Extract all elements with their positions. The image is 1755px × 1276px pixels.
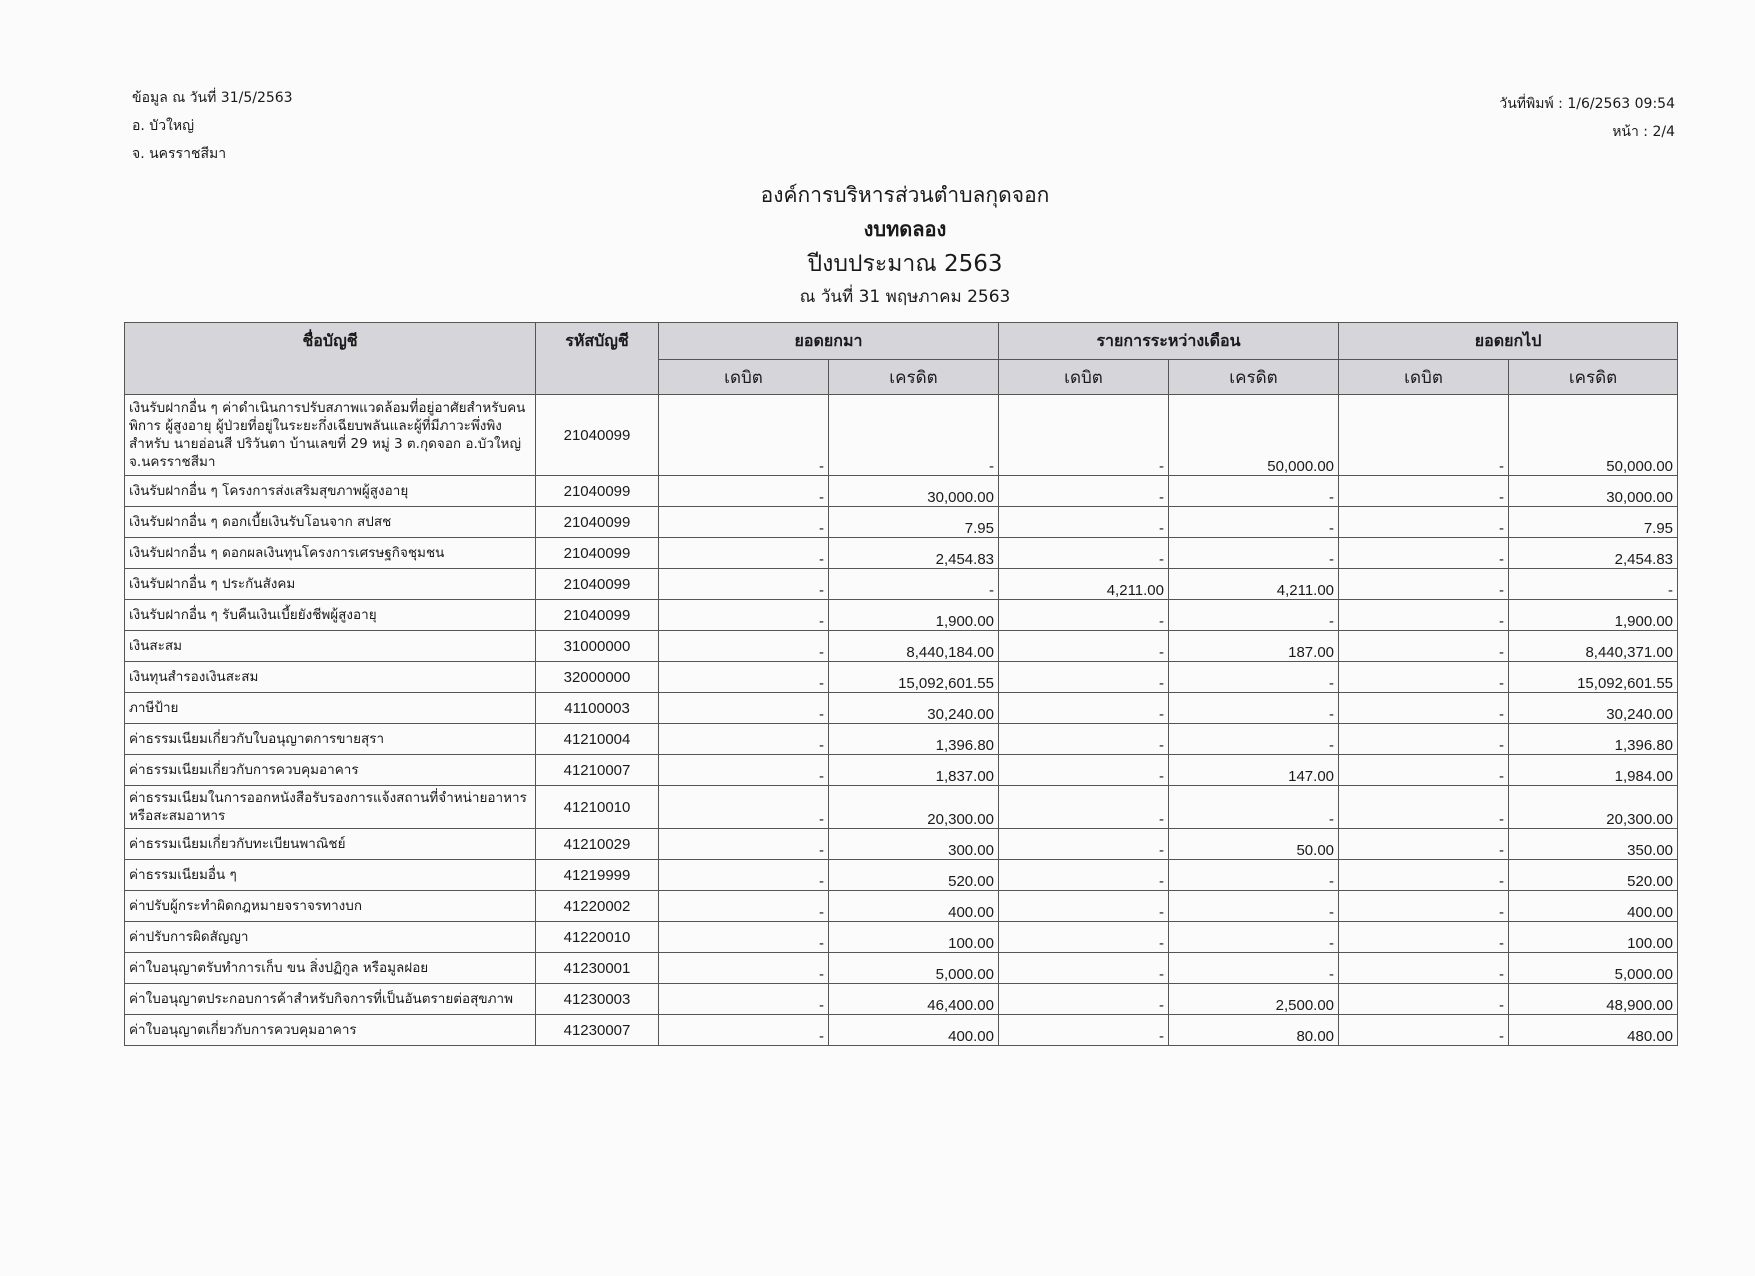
month-credit-cell: - [1169,600,1339,631]
month-credit-cell: - [1169,724,1339,755]
account-code: 21040099 [536,569,659,600]
carried-debit-cell: - [1339,693,1509,724]
col-header-credit: เครดิต [829,360,999,395]
carried-credit-cell: 480.00 [1509,1015,1678,1046]
brought-credit-cell: 7.95 [829,507,999,538]
table-row [125,631,1678,662]
month-debit-cell: - [999,891,1169,922]
carried-debit-cell: - [1339,507,1509,538]
account-code: 21040099 [536,507,659,538]
month-debit-cell: - [999,724,1169,755]
table-row [125,1015,1678,1046]
account-name: เงินทุนสำรองเงินสะสม [125,662,536,693]
account-name: ค่าปรับผู้กระทำผิดกฎหมายจราจรทางบก [125,891,536,922]
carried-credit-cell: 30,000.00 [1509,476,1678,507]
carried-debit-cell: - [1339,984,1509,1015]
month-credit-cell: 80.00 [1169,1015,1339,1046]
month-credit-cell: - [1169,476,1339,507]
account-name: ค่าธรรมเนียมเกี่ยวกับใบอนุญาตการขายสุรา [125,724,536,755]
brought-debit-cell: - [659,395,829,476]
month-debit-cell: - [999,860,1169,891]
fiscal-year: ปีงบประมาณ 2563 [807,251,1003,277]
account-name: เงินรับฝากอื่น ๆ ค่าดำเนินการปรับสภาพแวดล้อมที่อยู่อาศัยสำหรับคนพิการ ผู้สูงอายุ ผู้ป่วยที่อยู่ในระยะกึ่งเฉียบพลันและผู้ที่มีภาวะพึ่งพิงสำหรับ นายอ่อนสี ปริวันตา บ้านเลขที่ 29 หมู่ 3 ต.กุดจอก อ.บัวใหญ่ จ.นครราชสีมา [125,395,536,476]
account-name: ค่าธรรมเนียมเกี่ยวกับทะเบียนพาณิชย์ [125,829,536,860]
carried-credit-cell: - [1509,569,1678,600]
month-debit-cell: - [999,507,1169,538]
brought-credit-cell: 20,300.00 [829,786,999,829]
table-row [125,724,1678,755]
table-row [125,829,1678,860]
table-row [125,693,1678,724]
account-code: 21040099 [536,476,659,507]
table-row [125,891,1678,922]
table-row [125,507,1678,538]
as-of-date: ณ วันที่ 31 พฤษภาคม 2563 [799,287,1011,307]
carried-debit-cell: - [1339,891,1509,922]
brought-credit-cell: 520.00 [829,860,999,891]
month-debit-cell: - [999,600,1169,631]
table-row [125,600,1678,631]
carried-debit-cell: - [1339,1015,1509,1046]
month-debit-cell: - [999,1015,1169,1046]
month-debit-cell: - [999,953,1169,984]
account-code: 21040099 [536,600,659,631]
brought-credit-cell: 1,837.00 [829,755,999,786]
carried-debit-cell: - [1339,569,1509,600]
carried-debit-cell: - [1339,600,1509,631]
col-header-debit: เดบิต [1339,360,1509,395]
table-row [125,662,1678,693]
month-credit-cell: - [1169,860,1339,891]
report-titles [0,178,1755,312]
brought-credit-cell: 46,400.00 [829,984,999,1015]
brought-debit-cell: - [659,755,829,786]
table-row [125,569,1678,600]
brought-debit-cell: - [659,724,829,755]
account-code: 41210007 [536,755,659,786]
account-code: 41219999 [536,860,659,891]
table-body [125,395,1678,1046]
brought-debit-cell: - [659,662,829,693]
brought-debit-cell: - [659,507,829,538]
table-row [125,922,1678,953]
print-date: วันที่พิมพ์ : 1/6/2563 09:54 [1499,96,1675,112]
col-header-name: ชื่อบัญชี [125,323,536,395]
brought-debit-cell: - [659,538,829,569]
brought-credit-cell: 400.00 [829,891,999,922]
month-credit-cell: - [1169,922,1339,953]
account-name: เงินสะสม [125,631,536,662]
table-row [125,953,1678,984]
group-header-carried: ยอดยกไป [1339,323,1678,360]
table-row [125,538,1678,569]
month-debit-cell: - [999,984,1169,1015]
account-code: 41210004 [536,724,659,755]
account-code: 32000000 [536,662,659,693]
carried-credit-cell: 15,092,601.55 [1509,662,1678,693]
carried-debit-cell: - [1339,953,1509,984]
brought-debit-cell: - [659,631,829,662]
brought-credit-cell: - [829,569,999,600]
carried-credit-cell: 520.00 [1509,860,1678,891]
brought-credit-cell: 100.00 [829,922,999,953]
month-debit-cell: - [999,693,1169,724]
month-debit-cell: - [999,631,1169,662]
carried-debit-cell: - [1339,538,1509,569]
month-debit-cell: - [999,476,1169,507]
col-header-debit: เดบิต [659,360,829,395]
month-debit-cell: - [999,395,1169,476]
table-row [125,786,1678,829]
account-code: 41220002 [536,891,659,922]
carried-debit-cell: - [1339,755,1509,786]
account-name: เงินรับฝากอื่น ๆ รับคืนเงินเบี้ยยังชีพผู้สูงอายุ [125,600,536,631]
brought-debit-cell: - [659,786,829,829]
brought-debit-cell: - [659,984,829,1015]
account-code: 41220010 [536,922,659,953]
carried-credit-cell: 7.95 [1509,507,1678,538]
brought-credit-cell: 8,440,184.00 [829,631,999,662]
page-number: หน้า : 2/4 [1612,124,1675,140]
carried-credit-cell: 5,000.00 [1509,953,1678,984]
account-name: เงินรับฝากอื่น ๆ ประกันสังคม [125,569,536,600]
carried-debit-cell: - [1339,860,1509,891]
province: จ. นครราชสีมา [132,146,227,162]
col-header-code: รหัสบัญชี [536,323,659,395]
brought-credit-cell: 1,396.80 [829,724,999,755]
brought-debit-cell: - [659,922,829,953]
brought-debit-cell: - [659,600,829,631]
carried-credit-cell: 400.00 [1509,891,1678,922]
brought-debit-cell: - [659,476,829,507]
carried-debit-cell: - [1339,724,1509,755]
carried-debit-cell: - [1339,631,1509,662]
account-name: ค่าใบอนุญาตประกอบการค้าสำหรับกิจการที่เป็นอันตรายต่อสุขภาพ [125,984,536,1015]
month-credit-cell: 147.00 [1169,755,1339,786]
carried-credit-cell: 48,900.00 [1509,984,1678,1015]
col-header-credit: เครดิต [1509,360,1678,395]
brought-credit-cell: 400.00 [829,1015,999,1046]
account-name: เงินรับฝากอื่น ๆ ดอกเบี้ยเงินรับโอนจาก สปสช [125,507,536,538]
col-header-credit: เครดิต [1169,360,1339,395]
account-name: ค่าธรรมเนียมเกี่ยวกับการควบคุมอาคาร [125,755,536,786]
account-code: 21040099 [536,395,659,476]
account-code: 31000000 [536,631,659,662]
brought-debit-cell: - [659,569,829,600]
carried-debit-cell: - [1339,829,1509,860]
account-name: ค่าธรรมเนียมในการออกหนังสือรับรองการแจ้งสถานที่จำหน่ายอาหารหรือสะสมอาหาร [125,786,536,829]
brought-debit-cell: - [659,1015,829,1046]
brought-debit-cell: - [659,693,829,724]
brought-debit-cell: - [659,891,829,922]
account-name: เงินรับฝากอื่น ๆ โครงการส่งเสริมสุขภาพผู้สูงอายุ [125,476,536,507]
month-debit-cell: - [999,538,1169,569]
brought-credit-cell: 30,240.00 [829,693,999,724]
carried-credit-cell: 30,240.00 [1509,693,1678,724]
month-debit-cell: - [999,662,1169,693]
group-header-month: รายการระหว่างเดือน [999,323,1339,360]
month-credit-cell: - [1169,507,1339,538]
carried-debit-cell: - [1339,395,1509,476]
account-code: 41100003 [536,693,659,724]
account-name: ค่าปรับการผิดสัญญา [125,922,536,953]
account-code: 41210029 [536,829,659,860]
carried-credit-cell: 2,454.83 [1509,538,1678,569]
account-name: ค่าใบอนุญาตรับทำการเก็บ ขน สิ่งปฏิกูล หรือมูลฝอย [125,953,536,984]
account-name: ค่าใบอนุญาตเกี่ยวกับการควบคุมอาคาร [125,1015,536,1046]
month-debit-cell: 4,211.00 [999,569,1169,600]
report-title: งบทดลอง [863,217,947,241]
carried-credit-cell: 100.00 [1509,922,1678,953]
carried-credit-cell: 8,440,371.00 [1509,631,1678,662]
trial-balance-table [124,322,1678,1046]
org-name: องค์การบริหารส่วนตำบลกุดจอก [760,183,1050,207]
month-credit-cell: - [1169,693,1339,724]
brought-credit-cell: 1,900.00 [829,600,999,631]
account-name: เงินรับฝากอื่น ๆ ดอกผลเงินทุนโครงการเศรษฐกิจชุมชน [125,538,536,569]
carried-debit-cell: - [1339,662,1509,693]
brought-credit-cell: 30,000.00 [829,476,999,507]
month-credit-cell: 50,000.00 [1169,395,1339,476]
carried-credit-cell: 20,300.00 [1509,786,1678,829]
carried-debit-cell: - [1339,476,1509,507]
brought-credit-cell: 2,454.83 [829,538,999,569]
month-credit-cell: - [1169,953,1339,984]
month-debit-cell: - [999,829,1169,860]
account-code: 41230003 [536,984,659,1015]
month-credit-cell: - [1169,786,1339,829]
brought-credit-cell: 5,000.00 [829,953,999,984]
month-credit-cell: - [1169,662,1339,693]
month-debit-cell: - [999,922,1169,953]
account-code: 41230007 [536,1015,659,1046]
month-debit-cell: - [999,786,1169,829]
group-header-brought: ยอดยกมา [659,323,999,360]
data-date: ข้อมูล ณ วันที่ 31/5/2563 [132,90,293,106]
brought-credit-cell: 300.00 [829,829,999,860]
carried-debit-cell: - [1339,922,1509,953]
month-debit-cell: - [999,755,1169,786]
carried-credit-cell: 350.00 [1509,829,1678,860]
month-credit-cell: - [1169,538,1339,569]
account-code: 41210010 [536,786,659,829]
carried-credit-cell: 1,984.00 [1509,755,1678,786]
table-row [125,984,1678,1015]
account-name: ภาษีป้าย [125,693,536,724]
month-credit-cell: 187.00 [1169,631,1339,662]
table-row [125,476,1678,507]
district: อ. บัวใหญ่ [132,118,195,134]
carried-debit-cell: - [1339,786,1509,829]
header-meta-left [132,84,293,168]
account-name: ค่าธรรมเนียมอื่น ๆ [125,860,536,891]
brought-debit-cell: - [659,829,829,860]
account-code: 21040099 [536,538,659,569]
month-credit-cell: 4,211.00 [1169,569,1339,600]
month-credit-cell: - [1169,891,1339,922]
account-code: 41230001 [536,953,659,984]
brought-debit-cell: - [659,860,829,891]
brought-credit-cell: - [829,395,999,476]
brought-credit-cell: 15,092,601.55 [829,662,999,693]
carried-credit-cell: 1,396.80 [1509,724,1678,755]
col-header-debit: เดบิต [999,360,1169,395]
month-credit-cell: 50.00 [1169,829,1339,860]
carried-credit-cell: 1,900.00 [1509,600,1678,631]
table-row [125,860,1678,891]
table-row [125,755,1678,786]
brought-debit-cell: - [659,953,829,984]
month-credit-cell: 2,500.00 [1169,984,1339,1015]
table-row [125,395,1678,476]
header-meta-right [1499,90,1675,146]
carried-credit-cell: 50,000.00 [1509,395,1678,476]
